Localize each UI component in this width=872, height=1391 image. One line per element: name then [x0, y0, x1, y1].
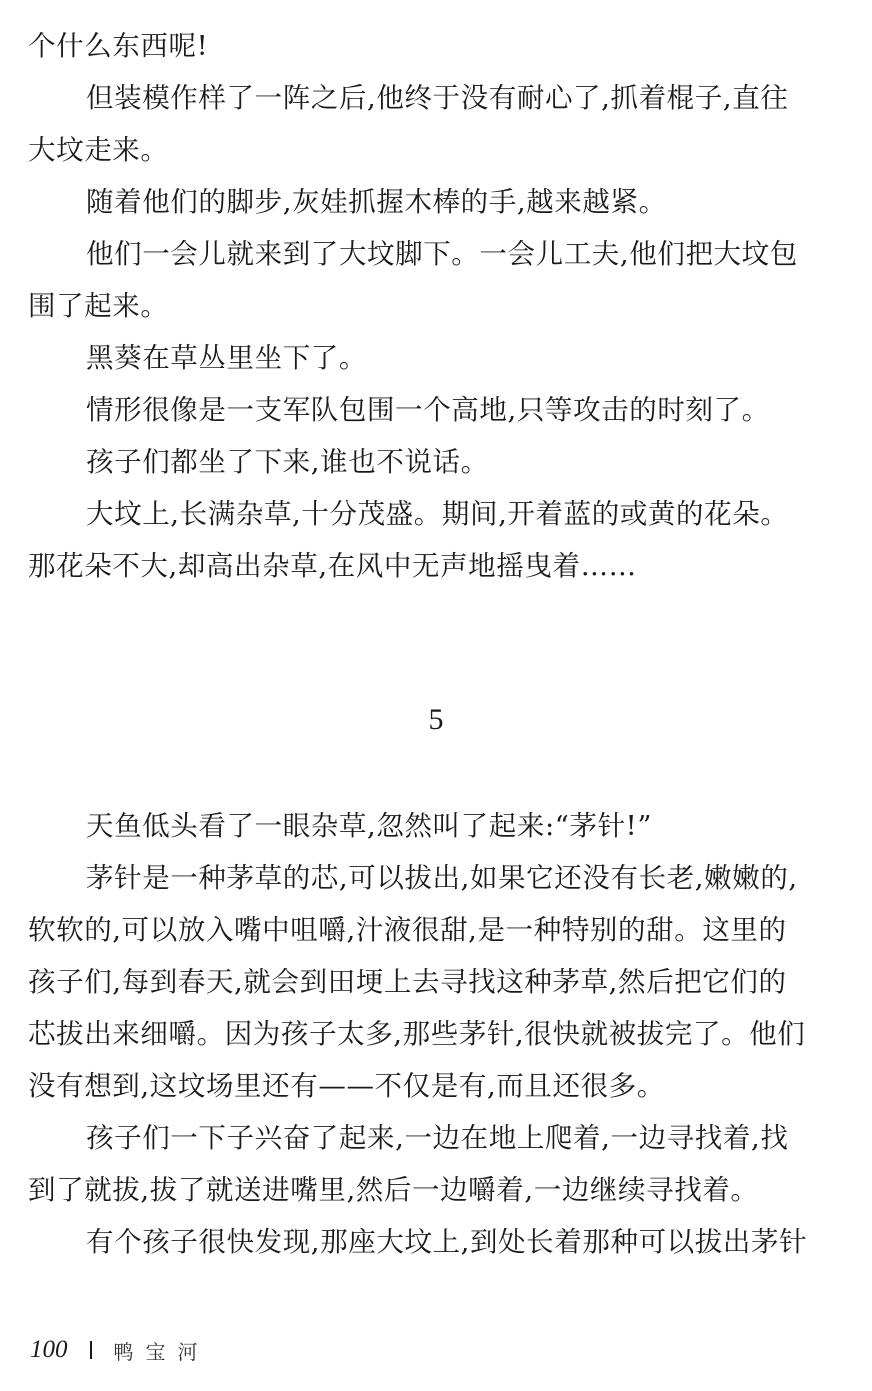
- book-title: 鸭宝河: [113, 1339, 210, 1364]
- footer-divider: [90, 1341, 92, 1359]
- text-line: 孩子们,每到春天,就会到田埂上去寻找这种茅草,然后把它们的: [28, 966, 787, 998]
- text-line: 到了就拔,拔了就送进嘴里,然后一边嚼着,一边继续寻找着。: [28, 1174, 759, 1206]
- paragraph-start: 天鱼低头看了一眼杂草,忽然叫了起来:“茅针!”: [86, 810, 652, 842]
- paragraph-start: 孩子们一下子兴奋了起来,一边在地上爬着,一边寻找着,找: [86, 1122, 789, 1154]
- page-footer: [30, 1332, 210, 1368]
- text-line: 个什么东西呢!: [28, 30, 209, 62]
- paragraph-start: 有个孩子很快发现,那座大坟上,到处长着那种可以拔出茅针: [86, 1226, 808, 1258]
- text-line: 大坟走来。: [28, 134, 169, 166]
- paragraph-start: 但装模作样了一阵之后,他终于没有耐心了,抓着棍子,直往: [86, 82, 789, 114]
- page-number: 100: [30, 1336, 68, 1363]
- text-line: 围了起来。: [28, 290, 169, 322]
- paragraph-start: 大坟上,长满杂草,十分茂盛。期间,开着蓝的或黄的花朵。: [86, 498, 789, 530]
- text-line: 那花朵不大,却高出杂草,在风中无声地摇曳着……: [28, 550, 637, 582]
- paragraph-start: 孩子们都坐了下来,谁也不说话。: [86, 446, 489, 478]
- text-line: 没有想到,这坟场里还有——不仅是有,而且还很多。: [28, 1070, 665, 1102]
- paragraph-start: 他们一会儿就来到了大坟脚下。一会儿工夫,他们把大坟包: [86, 238, 798, 270]
- paragraph-start: 黑葵在草丛里坐下了。: [86, 342, 367, 374]
- text-line: 软软的,可以放入嘴中咀嚼,汁液很甜,是一种特别的甜。这里的: [28, 914, 787, 946]
- section-number: 5: [428, 703, 444, 736]
- paragraph-start: 茅针是一种茅草的芯,可以拔出,如果它还没有长老,嫩嫩的,: [86, 862, 798, 894]
- paragraph-start: 随着他们的脚步,灰娃抓握木棒的手,越来越紧。: [86, 186, 667, 218]
- text-line: 芯拔出来细嚼。因为孩子太多,那些茅针,很快就被拔完了。他们: [28, 1018, 806, 1050]
- paragraph-start: 情形很像是一支军队包围一个高地,只等攻击的时刻了。: [86, 394, 770, 426]
